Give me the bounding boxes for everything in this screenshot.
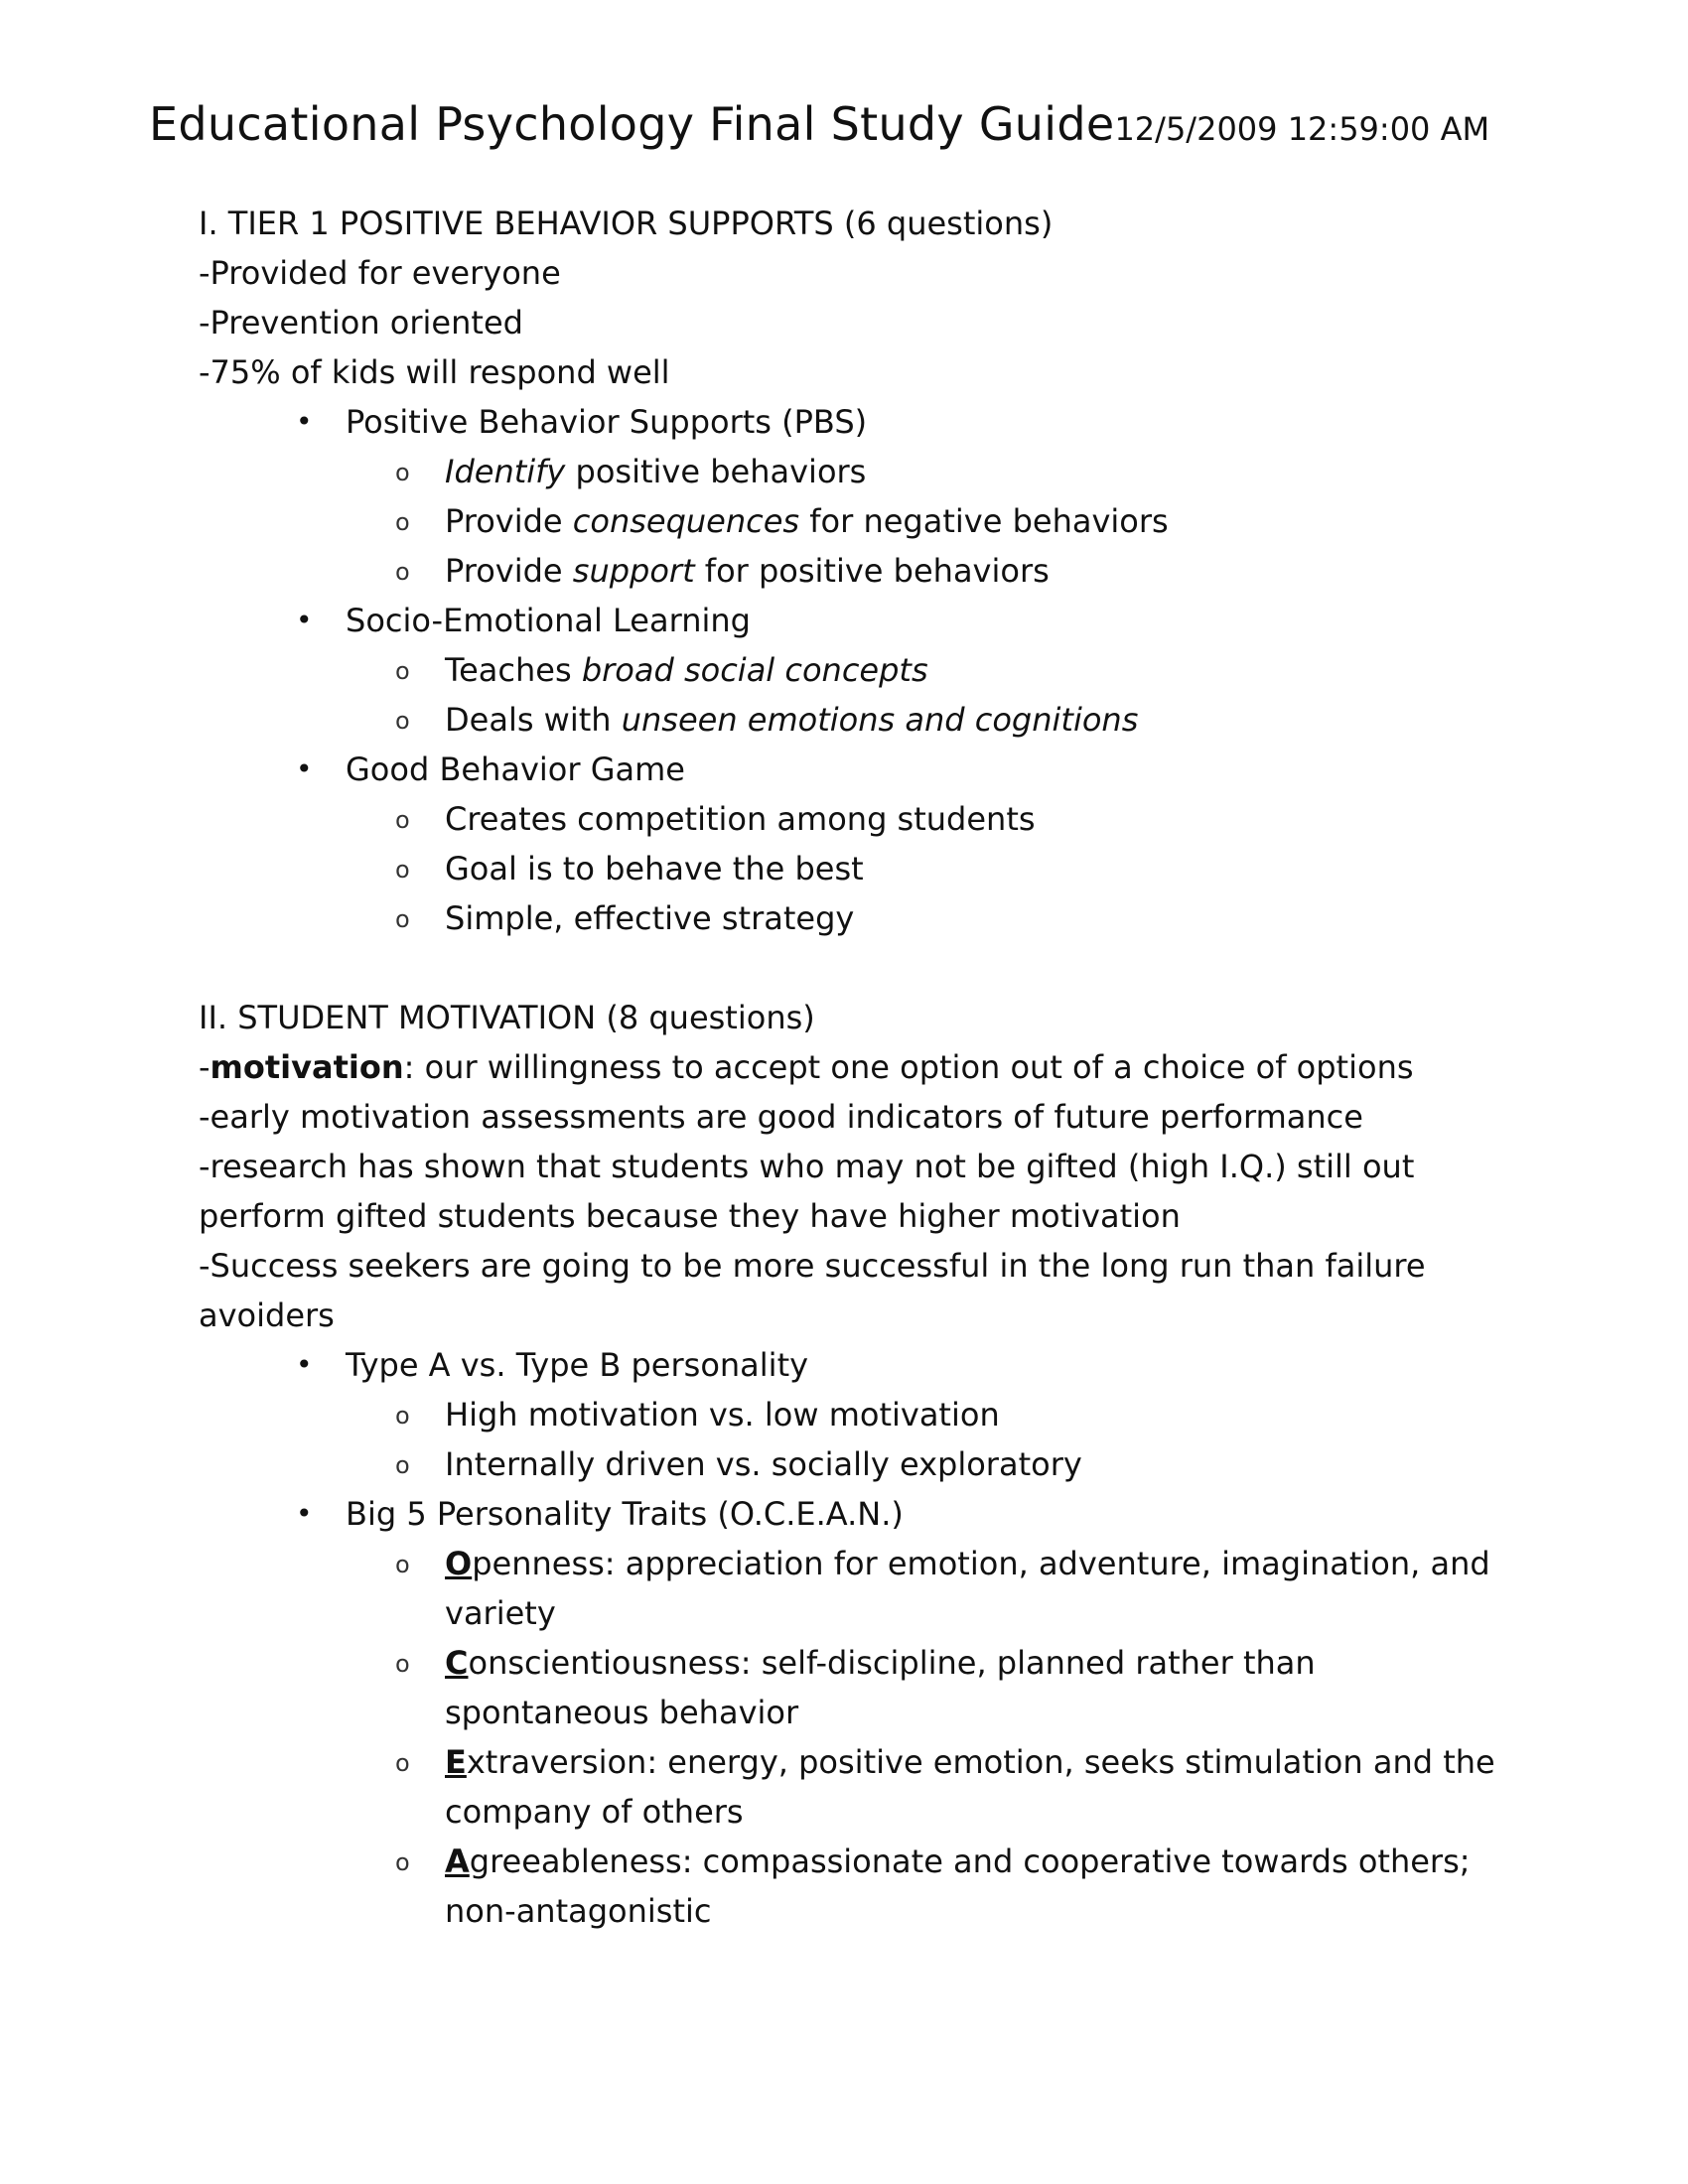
section-1-line-2: -Prevention oriented (199, 304, 523, 341)
big5-openness-initial: O (445, 1545, 473, 1582)
circle-bullet-icon: o (395, 657, 410, 685)
big5-extraversion-text: xtraversion: energy, positive emotion, seeks stimulation and the company of others (445, 1743, 1495, 1831)
circle-bullet-icon: o (395, 856, 410, 884)
gbg-sub-2 (346, 844, 1519, 893)
pbs-sub-2-emphasis: consequences (572, 502, 800, 540)
type-ab-label: Type A vs. Type B personality (346, 1346, 809, 1384)
pbs-sub-1-text: positive behaviors (565, 453, 867, 490)
gbg-sub-3-text: Simple, effective strategy (445, 899, 855, 937)
section-2-line-3: -Success seekers are going to be more successful in the long run than failure avoiders (199, 1247, 1426, 1334)
motivation-def-text: : our willingness to accept one option out of a choice of options (403, 1048, 1414, 1086)
sel-sub-1-text-before: Teaches (445, 651, 582, 689)
document-header (149, 97, 1489, 151)
section-2-line-1: -early motivation assessments are good indicators of future performance (199, 1098, 1363, 1136)
section-1-line-3: -75% of kids will respond well (199, 353, 670, 391)
pbs-sub-2 (346, 496, 1519, 546)
bullet-icon: • (296, 604, 313, 636)
circle-bullet-icon: o (395, 1848, 410, 1876)
big5-agreeableness-initial: A (445, 1843, 470, 1880)
sel-sublist (346, 645, 1519, 745)
bullet-icon: • (296, 752, 313, 785)
sel-sub-2-text-before: Deals with (445, 701, 622, 739)
circle-bullet-icon: o (395, 1749, 410, 1777)
gbg-sub-2-text: Goal is to behave the best (445, 850, 864, 887)
type-ab-sub-1-text: High motivation vs. low motivation (445, 1396, 1000, 1433)
type-ab-sub-1 (346, 1390, 1519, 1439)
document-title: Educational Psychology Final Study Guide (149, 97, 1115, 151)
type-ab-sub-2-text: Internally driven vs. socially exploratory (445, 1445, 1082, 1483)
sel-sub-1-emphasis: broad social concepts (581, 651, 928, 689)
big5-agreeableness-text: greeableness: compassionate and cooperative towards others; non-antagonistic (445, 1843, 1471, 1930)
pbs-sub-1-emphasis: Identify (445, 453, 566, 490)
circle-bullet-icon: o (395, 707, 410, 735)
bullet-icon: • (296, 1348, 313, 1381)
pbs-sub-3-emphasis: support (572, 552, 695, 590)
bullet-icon: • (296, 1497, 313, 1530)
document-body (199, 199, 1519, 1936)
big5-extraversion (346, 1737, 1519, 1837)
motivation-prefix: - (199, 1048, 211, 1086)
section-1-heading: I. TIER 1 POSITIVE BEHAVIOR SUPPORTS (6 questions) (199, 205, 1054, 242)
sel-sub-1 (346, 645, 1519, 695)
gbg-sub-3 (346, 893, 1519, 943)
pbs-sub-3-text-before: Provide (445, 552, 573, 590)
section-2-list (199, 1340, 1519, 1936)
sel-sub-2-emphasis: unseen emotions and cognitions (621, 701, 1139, 739)
gbg-sublist (346, 794, 1519, 943)
section-2-line-2: -research has shown that students who may not be gifted (high I.Q.) still out perform gifted students because they have higher motivation (199, 1148, 1415, 1235)
pbs-sub-3-text-after: for positive behaviors (694, 552, 1050, 590)
gbg-label: Good Behavior Game (346, 751, 685, 788)
circle-bullet-icon: o (395, 459, 410, 486)
section-1-list (199, 397, 1519, 943)
document-timestamp: 12/5/2009 12:59:00 AM (1114, 110, 1490, 148)
circle-bullet-icon: o (395, 1402, 410, 1430)
type-ab-sublist (346, 1390, 1519, 1489)
circle-bullet-icon: o (395, 905, 410, 933)
circle-bullet-icon: o (395, 558, 410, 586)
big5-agreeableness (346, 1837, 1519, 1936)
pbs-label: Positive Behavior Supports (PBS) (346, 403, 868, 441)
big5-item (199, 1489, 1519, 1936)
big5-openness-text: penness: appreciation for emotion, adventure, imagination, and variety (445, 1545, 1490, 1632)
gbg-item (199, 745, 1519, 943)
section-1-line-1: -Provided for everyone (199, 254, 561, 292)
big5-label: Big 5 Personality Traits (O.C.E.A.N.) (346, 1495, 904, 1533)
circle-bullet-icon: o (395, 1551, 410, 1578)
type-ab-item (199, 1340, 1519, 1489)
pbs-sub-1 (346, 447, 1519, 496)
bullet-icon: • (296, 405, 313, 438)
motivation-term: motivation (210, 1048, 404, 1086)
big5-openness (346, 1539, 1519, 1638)
pbs-sublist (346, 447, 1519, 596)
motivation-definition (199, 1042, 1519, 1092)
sel-sub-2 (346, 695, 1519, 745)
gbg-sub-1-text: Creates competition among students (445, 800, 1036, 838)
circle-bullet-icon: o (395, 1650, 410, 1678)
circle-bullet-icon: o (395, 1451, 410, 1479)
sel-label: Socio-Emotional Learning (346, 602, 751, 639)
pbs-item (199, 397, 1519, 596)
section-2-heading: II. STUDENT MOTIVATION (8 questions) (199, 999, 815, 1036)
section-spacer (199, 943, 1519, 993)
big5-conscientiousness-initial: C (445, 1644, 469, 1682)
circle-bullet-icon: o (395, 508, 410, 536)
circle-bullet-icon: o (395, 806, 410, 834)
sel-item (199, 596, 1519, 745)
gbg-sub-1 (346, 794, 1519, 844)
big5-conscientiousness-text: onscientiousness: self-discipline, planned rather than spontaneous behavior (445, 1644, 1316, 1731)
pbs-sub-2-text-after: for negative behaviors (799, 502, 1169, 540)
big5-conscientiousness (346, 1638, 1519, 1737)
type-ab-sub-2 (346, 1439, 1519, 1489)
pbs-sub-3 (346, 546, 1519, 596)
big5-sublist (346, 1539, 1519, 1936)
pbs-sub-2-text-before: Provide (445, 502, 573, 540)
big5-extraversion-initial: E (445, 1743, 467, 1781)
